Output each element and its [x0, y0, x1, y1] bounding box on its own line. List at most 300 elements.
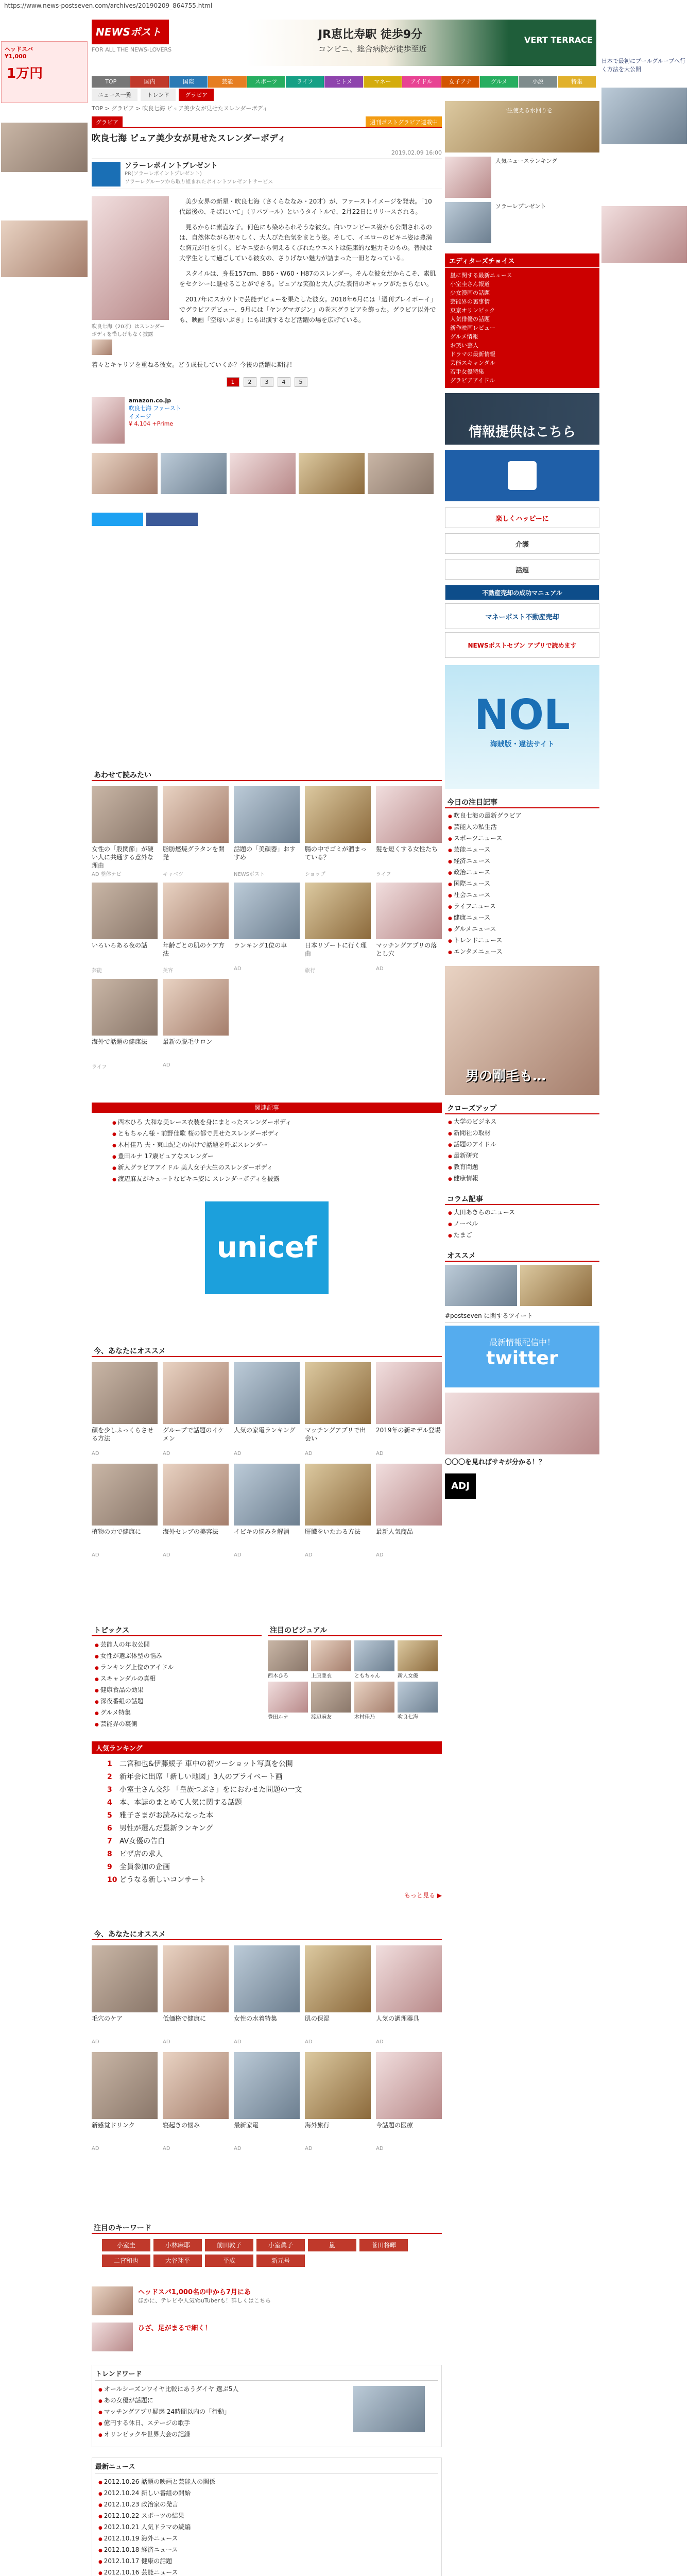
rec_cards-source: 美容 [163, 968, 173, 974]
sidebar-ad-3[interactable] [445, 202, 599, 243]
nol-banner[interactable] [445, 665, 599, 789]
related-item[interactable]: ● 西木ひろ 大和な美レース衣装を身にまとったスレンダーボディ [112, 1117, 421, 1128]
rec3_cards-card[interactable] [163, 2052, 229, 2151]
strip-photo-5[interactable] [368, 453, 434, 494]
rec_cards-card[interactable] [163, 883, 229, 974]
topic-item[interactable]: ● 深夜番組の話題 [95, 1696, 259, 1707]
rec_cards-source: キャベツ [163, 872, 183, 877]
unicef-logo: unicef [216, 1231, 317, 1264]
rec3_cards-caption: 新感覚ドリンク [92, 2122, 135, 2129]
info-banner-text: 情報提供はこちら [468, 425, 576, 440]
rec2_cards-card[interactable] [163, 1362, 229, 1456]
rank-number: 7 [107, 1837, 112, 1845]
news-item[interactable]: ● 2012.10.23 政治家の発言 [98, 2499, 435, 2511]
rec3_cards-caption: 寝起きの悩み [163, 2122, 200, 2129]
topic-item[interactable]: ● 女性が選ぶ体型の悩み [95, 1651, 259, 1662]
rec-section-title: あわせて読みたい [92, 768, 442, 781]
header-ad-banner[interactable] [246, 20, 596, 66]
kaigo-banner-text: 介護 [515, 540, 529, 549]
gravure-image [311, 1682, 351, 1713]
money-post-banner[interactable] [445, 450, 599, 501]
source-box[interactable] [92, 158, 442, 189]
rec3_cards-source: AD [305, 2146, 313, 2151]
rec2_cards-caption: 植物の力で健康に [92, 1528, 142, 1535]
article-title: 吹良七海 ピュア美少女が見せたスレンダーボディ [92, 133, 286, 144]
news-item[interactable]: ● 2012.10.22 スポーツの結果 [98, 2511, 435, 2522]
rec3_cards-caption: 低価格で健康に [163, 2015, 207, 2022]
col-item[interactable]: ● 大田あきらのニュース [448, 1207, 596, 1218]
ezine-item[interactable]: ドラマの最新情報 [450, 351, 495, 358]
left-ad-banner[interactable]: ヘッドスパ ¥1,000 1万円 [1, 41, 88, 103]
nav-tab-7[interactable]: マネー [364, 76, 402, 88]
right-ad-image-1[interactable] [601, 88, 687, 144]
nol-text: NOL [474, 691, 570, 739]
gravure-card[interactable] [311, 1682, 351, 1720]
nav-tab-10[interactable]: グルメ [480, 76, 519, 88]
rec_cards-card[interactable] [305, 883, 371, 974]
related-section [92, 1103, 442, 1294]
mid-ad-2-image [92, 2323, 133, 2351]
sidebar [445, 101, 599, 1499]
gravure-name: 渡辺麻友 [311, 1715, 332, 1720]
topic-item[interactable]: ● ランキング上位のアイドル [95, 1662, 259, 1673]
news-item[interactable]: ● 2012.10.16 芸能ニュース [98, 2567, 435, 2576]
rec_cards-card[interactable] [92, 883, 158, 974]
article-quote: 着々とキャリアを重ねる彼女。どう成長していくか？今後の活躍に期待！ [92, 361, 296, 368]
pr-badge[interactable]: 週刊ポストグラビア連載中 [366, 116, 442, 127]
photo-strip [92, 453, 442, 494]
sidebar-ad-bottom[interactable] [445, 1393, 599, 1454]
ranking-list [92, 1754, 442, 1891]
ranking-title: 人気ランキング [92, 1741, 442, 1754]
rec2_cards-source: AD [92, 1552, 99, 1558]
nav-tab-11[interactable]: 小説 [519, 76, 557, 88]
nav-tab-8[interactable]: アイドル [402, 76, 441, 88]
page-4[interactable]: 4 [278, 377, 290, 387]
twitter-banner-sub: 最新情報配信中！ [489, 1337, 555, 1347]
topic-item[interactable]: ● 芸能界の裏側 [95, 1719, 259, 1730]
rec2_cards-card[interactable] [305, 1464, 371, 1558]
rec2-grid [92, 1362, 442, 1558]
logo-text: NEWSポストセブン [96, 26, 161, 63]
rec3_cards-card[interactable] [234, 1945, 300, 2045]
strip-photo-3[interactable] [230, 453, 296, 494]
source-desc: ソラーレグループから取り組まれたポイントプレゼントサービス [125, 179, 273, 185]
rec_cards-card[interactable] [92, 979, 158, 1070]
closeup-item[interactable]: ● 大学のビジネス [448, 1116, 596, 1128]
rec3_cards-source: AD [163, 2039, 170, 2045]
recent-item[interactable]: ● 国際ニュース [448, 878, 596, 890]
page-1[interactable]: 1 [227, 377, 239, 387]
rec3_cards-source: AD [92, 2039, 99, 2045]
subnav-tab-0[interactable]: ニュース一覧 [92, 89, 137, 101]
related-title: 関連記事 [92, 1103, 442, 1113]
recent-item[interactable]: ● エンタメニュース [448, 946, 596, 958]
share-buttons [92, 513, 442, 526]
recent-item[interactable]: ● 政治ニュース [448, 867, 596, 878]
rec2_cards-source: AD [305, 1451, 313, 1456]
site-header [92, 20, 596, 66]
paragraph-2: 見るからに素直な子。何色にも染められそうな彼女。白いワンピース姿から公開されるのは、自然体ながら初々しく、大人びた色気をまとう姿。そして、イエローのビキニ姿は豊満な胸元が目を引く。ビキニ姿から伺えるくびれたウエストは健康的な魅力そのもの。普段は大学生として過ごしている彼女の、さりげない魅力が詰まった一冊となっている。 [179, 224, 433, 262]
nav-tab-6[interactable]: ヒトメ [324, 76, 363, 88]
recent-item[interactable]: ● 健康ニュース [448, 912, 596, 924]
gravure-card[interactable] [354, 1640, 394, 1679]
trend-item[interactable]: ● 億円する休日、ステージの歌手 [98, 2418, 350, 2429]
recent-list [445, 808, 599, 960]
recent-item[interactable]: ● グルメニュース [448, 924, 596, 935]
happy-banner[interactable] [445, 507, 599, 528]
ranking-more-text: もっと見る [404, 1892, 435, 1899]
sidebar-photo-ad[interactable] [445, 966, 599, 1095]
rec2_cards-image [305, 1464, 371, 1526]
url-text: https://www.news-postseven.com/archives/20190209_864755.html [4, 2, 213, 9]
recent-item[interactable]: ● 芸能人の私生活 [448, 822, 596, 833]
rec2_cards-card[interactable] [163, 1464, 229, 1558]
news-item[interactable]: ● 2012.10.24 新しい番組の開始 [98, 2488, 435, 2499]
header-ad-title: JR恵比寿駅 徒歩9分 [318, 28, 423, 41]
mid-ad-2[interactable] [92, 2323, 442, 2353]
topics-section [92, 1623, 262, 1733]
rec2_cards-card[interactable] [234, 1464, 300, 1558]
rank-number: 4 [107, 1799, 112, 1807]
subnav-tab-1[interactable]: トレンド [141, 89, 176, 101]
rec3_cards-source: AD [234, 2039, 242, 2045]
closeup-item[interactable]: ● 教育問題 [448, 1162, 596, 1173]
keyword-tag[interactable]: 菅田将暉 [359, 2239, 408, 2251]
rec_cards-caption: 日本リゾートに行く理由 [305, 942, 367, 957]
ranking-item[interactable]: 5 雅子さまがお読みになった本 [107, 1809, 426, 1822]
topic-item[interactable]: ● スキャンダルの真相 [95, 1673, 259, 1685]
strip-photo-1[interactable] [92, 453, 158, 494]
related-item[interactable]: ● 渡辺麻友がキュートなビキニ姿に スレンダーボディを披露 [112, 1174, 421, 1185]
ezine-item[interactable]: グラビアアイドル [450, 377, 495, 384]
page-5[interactable]: 5 [295, 377, 307, 387]
rec_cards-source: AD [234, 966, 242, 972]
rec_cards-card[interactable] [376, 786, 442, 877]
rec_cards-caption: 腸の中でゴミが溜まっている？ [305, 845, 367, 861]
gravure-card[interactable] [354, 1682, 394, 1720]
gravure-card[interactable] [398, 1640, 438, 1679]
nav-tab-2[interactable]: 国際 [169, 76, 208, 88]
rank-number: 6 [107, 1824, 112, 1833]
related-item[interactable]: ● 豊田ルナ 17歳ピュアなスレンダー [112, 1151, 421, 1162]
rec_cards-card[interactable] [163, 979, 229, 1070]
ranking-item[interactable]: 6 男性が選んだ最新ランキング [107, 1822, 426, 1835]
sidebar-ad-2[interactable] [445, 157, 599, 198]
wadai-banner[interactable] [445, 559, 599, 580]
ranking-item[interactable]: 1 二宮和也&伊藤綾子 車中の初ツーショット写真を公開 [107, 1758, 426, 1771]
closeup-item[interactable]: ● 最新研究 [448, 1150, 596, 1162]
rec3_cards-image [163, 2052, 229, 2119]
ezine-item[interactable]: 東京オリンピック [450, 307, 495, 314]
gravure-name: 西木ひろ [268, 1673, 288, 1679]
rec2_cards-card[interactable] [305, 1362, 371, 1456]
rec-side-1[interactable] [445, 1265, 517, 1306]
rec_cards-card[interactable] [163, 786, 229, 877]
article-category[interactable]: グラビア [92, 116, 123, 127]
page-3[interactable]: 3 [261, 377, 273, 387]
keyword-tag[interactable]: 小室眞子 [256, 2239, 305, 2251]
topics-title: トピックス [92, 1623, 262, 1636]
article-photo[interactable] [92, 196, 169, 320]
rec_cards-caption: 髪を短くする女性たち [376, 845, 438, 853]
info-banner[interactable] [445, 393, 599, 445]
news-item[interactable]: ● 2012.10.17 健康の話題 [98, 2556, 435, 2567]
ezine-item[interactable]: 新作映画レビュー [450, 325, 495, 331]
keyword-tag[interactable]: 大谷翔平 [153, 2255, 202, 2267]
mid-ad-1[interactable] [92, 2286, 442, 2317]
twitter-banner[interactable] [445, 1326, 599, 1387]
ranking-more-link[interactable]: もっと見る ▶ [404, 1892, 442, 1899]
ezine-item[interactable]: グルメ情報 [450, 333, 478, 340]
strip-photo-2[interactable] [161, 453, 227, 494]
url-bar[interactable] [0, 0, 688, 11]
rec_cards-caption: ランキング1位の車 [234, 942, 287, 949]
keyword-tag[interactable]: 前田敦子 [205, 2239, 253, 2251]
rec3_cards-image [163, 1945, 229, 2012]
gravure-card[interactable] [311, 1640, 351, 1679]
sidebar-ad-2-text: 人気ニュースランキング [495, 158, 558, 164]
related-list [92, 1113, 442, 1189]
related-item[interactable]: ● ともちゃん様・前野佳歌 桜の都で見せたスレンダーボディ [112, 1128, 421, 1140]
rec2_cards-caption: グループで話題のイケメン [163, 1427, 225, 1442]
keyword-tag[interactable]: 新元号 [256, 2255, 305, 2267]
fudosan-banner-text: 不動産売却の成功マニュアル [482, 589, 562, 597]
rec_cards-card[interactable] [234, 883, 300, 974]
rec_cards-caption: 女性の「股関節」が硬い人に共通する意外な理由 [92, 845, 154, 869]
gravure-name: 吹良七海 [398, 1715, 418, 1720]
rec2_cards-source: AD [234, 1552, 242, 1558]
nav-tab-9[interactable]: 女子アナ [441, 76, 480, 88]
gravure-name: 木村佳乃 [354, 1715, 375, 1720]
gravure-name: 新人女優 [398, 1673, 418, 1679]
rec3_cards-card[interactable] [163, 1945, 229, 2045]
rec_cards-image [305, 786, 371, 843]
rec3_cards-image [234, 1945, 300, 2012]
rec3_cards-source: AD [305, 2039, 313, 2045]
twitter-section-title: #postseven に関するツイート [445, 1311, 599, 1323]
rec2_cards-caption: マッチングアプリで出会い [305, 1427, 366, 1442]
gravure-image [398, 1640, 438, 1671]
rec3_cards-image [305, 1945, 371, 2012]
ezine-item[interactable]: 小室圭さん報道 [450, 281, 490, 287]
right-ad-image-2[interactable] [601, 206, 687, 263]
keyword-tag[interactable]: 平成 [205, 2255, 253, 2267]
keyword-tag[interactable]: 嵐 [308, 2239, 356, 2251]
topic-item[interactable]: ● 芸能人の年収公開 [95, 1639, 259, 1651]
news-list [95, 2473, 438, 2576]
header-ad-brand: VERT TERRACE [524, 35, 593, 45]
nav-tab-5[interactable]: ライフ [286, 76, 324, 88]
rec3_cards-card[interactable] [234, 2052, 300, 2151]
sidebar-ad-1[interactable] [445, 101, 599, 152]
subnav-tab-2[interactable]: グラビア [179, 89, 214, 101]
rec3_cards-image [92, 2052, 158, 2119]
trend-item[interactable]: ● マッチングアプリ疑惑 24時間以内の「行動」 [98, 2406, 350, 2418]
ezine-item[interactable]: 芸能スキャンダル [450, 360, 495, 366]
ezine-item[interactable]: 人気俳優の話題 [450, 316, 490, 323]
rec_cards-caption: 年齢ごとの肌のケア方法 [163, 942, 225, 957]
rec3_cards-image [376, 1945, 442, 2012]
recent-item[interactable]: ● スポーツニュース [448, 833, 596, 844]
gravure-card[interactable] [398, 1682, 438, 1720]
gravure-card[interactable] [268, 1682, 308, 1720]
rec3_cards-card[interactable] [376, 2052, 442, 2151]
page-2[interactable]: 2 [244, 377, 256, 387]
rec2_cards-card[interactable] [376, 1464, 442, 1558]
news-item[interactable]: ● 2012.10.21 人気ドラマの続編 [98, 2522, 435, 2533]
rec_cards-card[interactable] [376, 883, 442, 974]
left-ad-image-2[interactable] [1, 221, 88, 277]
col-item[interactable]: ● ノーベル [448, 1218, 596, 1230]
related-item[interactable]: ● 木村佳乃 夫・東山紀之の向けで話題を呼ぶスレンダー [112, 1140, 421, 1151]
left-ad-image-1[interactable] [1, 123, 88, 172]
keyword-tag[interactable]: 小室圭 [102, 2239, 150, 2251]
ezine-item[interactable]: お笑い芸人 [450, 342, 478, 349]
related-item[interactable]: ● 新人グラビアアイドル 美人女子大生のスレンダーボディ [112, 1162, 421, 1174]
rec2_cards-source: AD [376, 1552, 384, 1558]
rec_cards-caption: マッチングアプリの落とし穴 [376, 942, 437, 957]
source-name: ソラーレポイントプレゼント [125, 162, 218, 170]
news-item[interactable]: ● 2012.10.18 経済ニュース [98, 2545, 435, 2556]
rec3_cards-source: AD [92, 2146, 99, 2151]
kaigo-banner[interactable] [445, 533, 599, 554]
left-ad-price: 1万円 [7, 66, 43, 81]
ranking-item[interactable]: 9 全員参加の企画 [107, 1861, 426, 1874]
rec-side-2[interactable] [520, 1265, 592, 1306]
rec_cards-card[interactable] [234, 786, 300, 877]
gravure-card[interactable] [268, 1640, 308, 1679]
rec_cards-image [163, 979, 229, 1036]
rec_cards-card[interactable] [92, 786, 158, 877]
rec3_cards-card[interactable] [305, 1945, 371, 2045]
rec2_cards-card[interactable] [92, 1464, 158, 1558]
rec3_cards-card[interactable] [92, 1945, 158, 2045]
rec2_cards-source: AD [305, 1552, 313, 1558]
ezine-item[interactable]: 芸能界の裏事情 [450, 298, 490, 305]
ezine-list [445, 268, 599, 388]
twitter-share-button[interactable] [92, 513, 143, 526]
rec3_cards-image [234, 2052, 300, 2119]
rec2_cards-card[interactable] [376, 1362, 442, 1456]
app-banner[interactable] [445, 632, 599, 658]
source-sub: PR(ソラーレポイントプレゼント) [125, 171, 202, 177]
rec3_cards-source: AD [234, 2146, 242, 2151]
ranking-item[interactable]: 3 小室圭さん交渉 「皇族つぶさ」をにおわせた問題の一文 [107, 1784, 426, 1797]
nav-tab-12[interactable]: 特集 [558, 76, 596, 88]
nav-tab-0[interactable]: TOP [92, 76, 130, 88]
rec3_cards-card[interactable] [376, 1945, 442, 2045]
trend-image[interactable] [353, 2386, 425, 2432]
fudosan-banner[interactable] [445, 585, 599, 600]
rec3_cards-card[interactable] [92, 2052, 158, 2151]
sidebar-ad-1-text: 一生使える水回りを [502, 107, 553, 114]
trend-item[interactable]: ● オリンピックや世界大会の記録 [98, 2429, 350, 2441]
rec2_cards-card[interactable] [92, 1362, 158, 1456]
keyword-tag[interactable]: 小林麻耶 [153, 2239, 202, 2251]
rec3_cards-source: AD [376, 2039, 384, 2045]
trend-item[interactable]: ● あの女優が話題に [98, 2395, 350, 2406]
strip-photo-4[interactable] [299, 453, 365, 494]
recent-item[interactable]: ● ライフニュース [448, 901, 596, 912]
closeup-item[interactable]: ● 健康情報 [448, 1173, 596, 1184]
keyword-title: 注目のキーワード [92, 2221, 442, 2234]
photo-thumb[interactable] [92, 340, 112, 355]
news-section [92, 2458, 442, 2576]
adj-logo [445, 1473, 476, 1499]
paragraph-3: スタイルは、身長157cm、B86・W60・H87のスレンダー。そんな彼女だからこそ、素肌をセクシーに魅せることができる。ピュアな笑顔と大人びた表情のギャップがたまらない。 [179, 270, 436, 287]
ranking-section [92, 1741, 442, 1900]
rec2_cards-image [234, 1362, 300, 1424]
ranking-item[interactable]: 7 AV女優の告白 [107, 1835, 426, 1848]
rec_cards-image [376, 786, 442, 843]
recent-item[interactable]: ● 吹良七海の最新グラビア [448, 810, 596, 822]
rec3_cards-caption: 人気の調理器具 [376, 2015, 420, 2022]
trend-item[interactable]: ● オールシーズンワイヤ比較にあうダイヤ 選ぶ5人 [98, 2384, 350, 2395]
rec3_cards-card[interactable] [305, 2052, 371, 2151]
facebook-share-button[interactable] [146, 513, 198, 526]
closeup-item[interactable]: ● 新聞社の取材 [448, 1128, 596, 1139]
recent-item[interactable]: ● 経済ニュース [448, 856, 596, 867]
recent-item[interactable]: ● 社会ニュース [448, 890, 596, 901]
rec2_cards-image [305, 1362, 371, 1424]
unicef-banner[interactable] [205, 1201, 329, 1294]
rec3_cards-caption: 海外旅行 [305, 2122, 330, 2129]
money-fudosan-banner[interactable] [445, 603, 599, 629]
recent-item[interactable]: ● トレンドニュース [448, 935, 596, 946]
rec2_cards-image [92, 1362, 158, 1424]
news-item[interactable]: ● 2012.10.19 海外ニュース [98, 2533, 435, 2545]
rec-grid [92, 786, 442, 1070]
ranking-item[interactable]: 2 新年会に出席「新しい地図」3人のプライベート画 [107, 1771, 426, 1784]
ezine-item[interactable]: 少女漫画の話題 [450, 290, 490, 296]
keyword-tag[interactable]: 二宮和也 [102, 2255, 150, 2267]
rec2_cards-caption: 2019年の新モデル登場 [376, 1427, 441, 1434]
main-nav [92, 76, 596, 88]
rec2_cards-image [163, 1362, 229, 1424]
amazon-box[interactable]: amazon.co.jp 吹良七海 ファーストイメージ ¥ 4,104 +Prime [92, 397, 442, 444]
right-ad-text[interactable] [601, 57, 687, 88]
rec2_cards-card[interactable] [234, 1362, 300, 1456]
mid-ad-1-title: ヘッドスパ1,000名の中から7月にあ [138, 2289, 251, 2296]
rec3_cards-source: AD [376, 2146, 384, 2151]
nav-tab-3[interactable]: 芸能 [208, 76, 247, 88]
rec3_cards-caption: 毛穴のケア [92, 2015, 123, 2022]
rec-side-grid [445, 1265, 599, 1306]
topic-item[interactable]: ● 健康食品の効果 [95, 1685, 259, 1696]
nav-tab-4[interactable]: スポーツ [247, 76, 286, 88]
mid-ad-1-image [92, 2286, 133, 2315]
ranking-item[interactable]: 10 どうなる新しいコンサート [107, 1874, 426, 1887]
rank-number: 5 [107, 1811, 112, 1820]
recent-item[interactable]: ● 芸能ニュース [448, 844, 596, 856]
closeup-item[interactable]: ● 話題のアイドル [448, 1139, 596, 1150]
rec2_cards-source: AD [234, 1451, 242, 1456]
rec_cards-card[interactable] [305, 786, 371, 877]
ranking-item[interactable]: 4 本、本誌のまとめて人気に関する話題 [107, 1797, 426, 1809]
rec_cards-source: ライフ [376, 872, 391, 877]
news-item[interactable]: ● 2012.10.26 話題の映画と芸能人の関係 [98, 2477, 435, 2488]
ezine-item[interactable]: 嵐に関する最新ニュース [450, 272, 512, 279]
col-title: コラム記事 [445, 1192, 599, 1205]
rec2_cards-caption: イビキの悩みを解消 [234, 1528, 290, 1535]
ezine-item[interactable]: 若手女優特集 [450, 368, 484, 375]
article [92, 116, 442, 526]
col-item[interactable]: ● たまご [448, 1230, 596, 1241]
nav-tab-1[interactable]: 国内 [130, 76, 169, 88]
ranking-item[interactable]: 8 ピザ店の求人 [107, 1848, 426, 1861]
topic-item[interactable]: ● グルメ特集 [95, 1707, 259, 1719]
